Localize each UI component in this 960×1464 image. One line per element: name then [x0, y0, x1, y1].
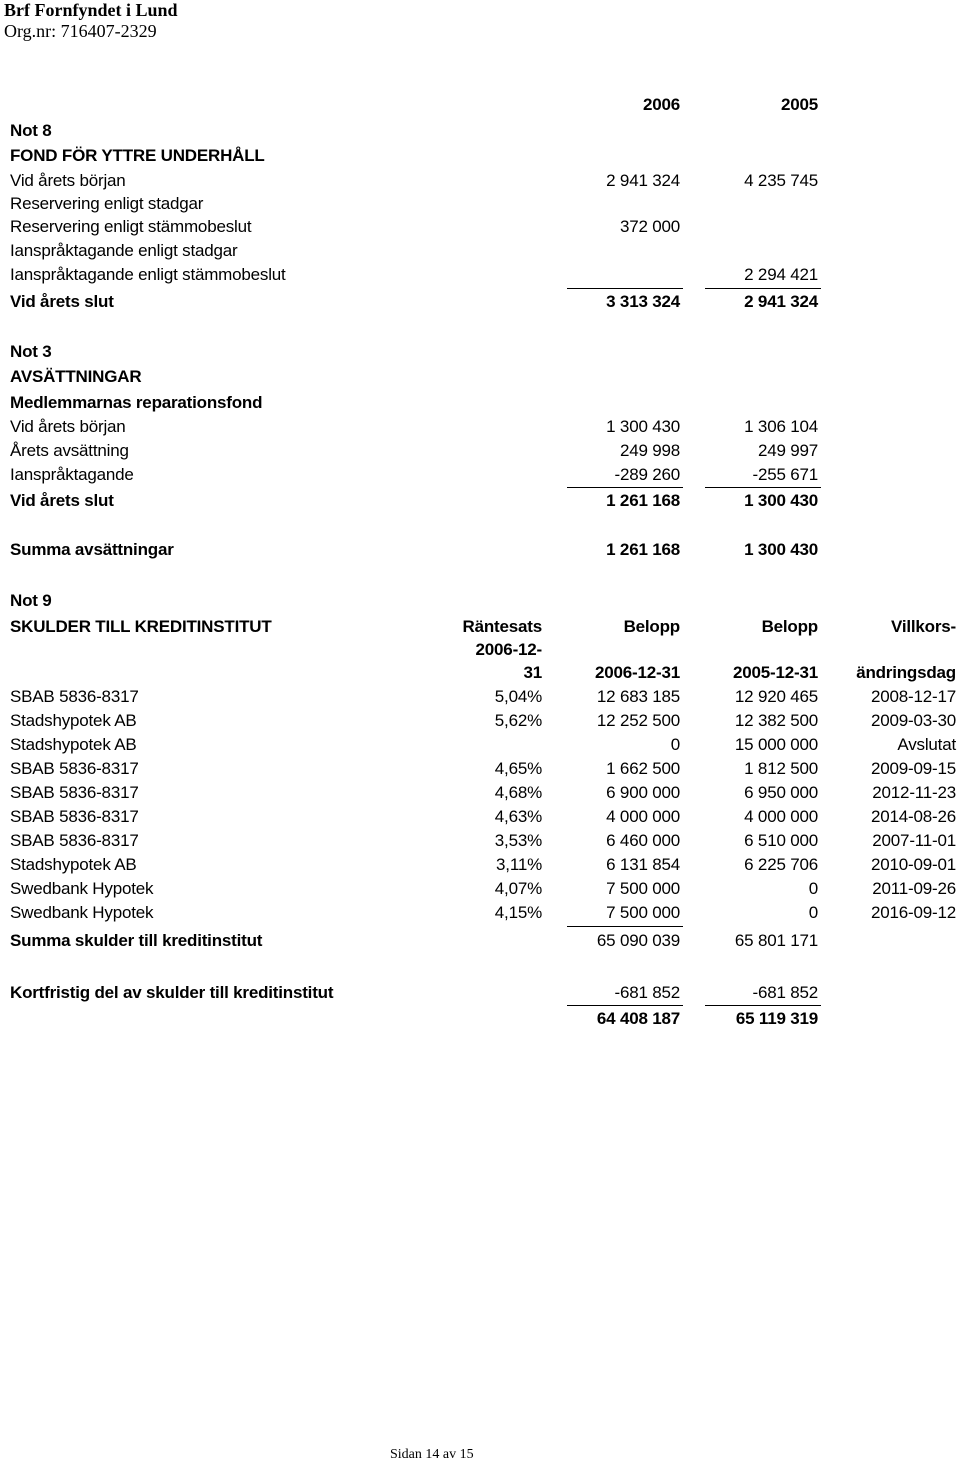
col-header-rate-date: 2006-12-	[475, 640, 542, 659]
sum-underline	[705, 1005, 821, 1006]
sum-underline	[705, 288, 821, 289]
loan-rate: 5,04%	[494, 687, 542, 706]
note8-total-2005: 2 941 324	[744, 292, 818, 311]
col-header-date-2006: 2006-12-31	[595, 663, 680, 682]
col-header-amount-2006: Belopp	[623, 617, 680, 636]
note3-sum-label: Summa avsättningar	[10, 540, 174, 559]
loan-lender: Stadshypotek AB	[10, 711, 137, 730]
note8-row-value-2005: 4 235 745	[744, 171, 818, 190]
col-header-terms: Villkors-	[891, 617, 956, 636]
note3-total-label: Vid årets slut	[10, 491, 114, 510]
loan-lender: Swedbank Hypotek	[10, 879, 154, 898]
note3-subtitle: Medlemmarnas reparationsfond	[10, 393, 263, 412]
year-header-2006: 2006	[642, 95, 680, 114]
loan-amount-2005: 6 510 000	[744, 831, 818, 850]
loan-amount-2006: 4 000 000	[606, 807, 680, 826]
year-header-2005: 2005	[780, 95, 818, 114]
loan-terms-date: 2007-11-01	[872, 831, 956, 850]
loan-amount-2005: 4 000 000	[744, 807, 818, 826]
loan-amount-2006: 6 460 000	[606, 831, 680, 850]
loan-lender: SBAB 5836-8317	[10, 831, 139, 850]
note3-row-label: Ianspråktagande	[10, 465, 134, 484]
loan-amount-2006: 12 252 500	[596, 711, 680, 730]
short-term-2005: -681 852	[752, 983, 818, 1002]
col-header-date-2005: 2005-12-31	[733, 663, 818, 682]
note8-row-label: Ianspråktagande enligt stadgar	[10, 241, 238, 260]
loan-amount-2005: 0	[808, 903, 818, 922]
loan-amount-2005: 6 950 000	[744, 783, 818, 802]
note3-sum-2005: 1 300 430	[744, 540, 818, 559]
col-header-amount-2005: Belopp	[761, 617, 818, 636]
note9-sum-2006: 65 090 039	[596, 931, 680, 950]
note8-total-2006: 3 313 324	[606, 292, 680, 311]
note3-row-value-2006: -289 260	[614, 465, 680, 484]
note3-row-value-2005: 1 306 104	[744, 417, 818, 436]
loan-rate: 3,11%	[496, 855, 542, 874]
short-term-label: Kortfristig del av skulder till kreditinstitut	[10, 983, 334, 1002]
loan-rate: 4,68%	[494, 783, 542, 802]
note9-sum-label: Summa skulder till kreditinstitut	[10, 931, 263, 950]
loan-amount-2006: 7 500 000	[606, 903, 680, 922]
note9-sum-2005: 65 801 171	[734, 931, 818, 950]
loan-rate: 5,62%	[494, 711, 542, 730]
loan-amount-2006: 7 500 000	[606, 879, 680, 898]
loan-terms-date: 2009-09-15	[871, 759, 956, 778]
note9-heading: Not 9	[10, 591, 52, 610]
note8-row-value-2006: 372 000	[619, 217, 680, 236]
loan-rate: 4,07%	[494, 879, 542, 898]
page-number: Sidan 14 av 15	[390, 1447, 474, 1462]
note3-sum-2006: 1 261 168	[606, 540, 680, 559]
note3-row-label: Vid årets början	[10, 417, 126, 436]
note3-title: AVSÄTTNINGAR	[10, 367, 142, 386]
loan-rate: 4,15%	[494, 903, 542, 922]
long-term-2005: 65 119 319	[735, 1009, 818, 1028]
note3-total-2006: 1 261 168	[606, 491, 680, 510]
organization-name: Brf Fornfyndet i Lund	[4, 0, 178, 20]
loan-terms-date: 2008-12-17	[871, 687, 956, 706]
note8-row-label: Reservering enligt stadgar	[10, 194, 204, 213]
loan-terms-date: 2011-09-26	[872, 879, 956, 898]
note8-heading: Not 8	[10, 121, 52, 140]
note8-row-value-2006: 2 941 324	[606, 171, 680, 190]
note3-row-value-2005: 249 997	[757, 441, 818, 460]
loan-terms-date: 2016-09-12	[871, 903, 956, 922]
loan-lender: Stadshypotek AB	[10, 735, 137, 754]
loan-terms-date: 2014-08-26	[871, 807, 956, 826]
sum-underline	[567, 926, 683, 927]
loan-amount-2006: 12 683 185	[596, 687, 680, 706]
loan-lender: SBAB 5836-8317	[10, 687, 139, 706]
sum-underline	[567, 487, 683, 488]
loan-amount-2005: 1 812 500	[744, 759, 818, 778]
note8-row-label: Ianspråktagande enligt stämmobeslut	[10, 265, 286, 284]
loan-amount-2005: 0	[808, 879, 818, 898]
note8-row-value-2005: 2 294 421	[744, 265, 818, 284]
loan-terms-date: 2009-03-30	[871, 711, 956, 730]
loan-amount-2006: 6 900 000	[606, 783, 680, 802]
note8-title: FOND FÖR YTTRE UNDERHÅLL	[10, 146, 265, 165]
col-header-rate-date-cont: 31	[523, 663, 542, 682]
loan-amount-2006: 6 131 854	[606, 855, 680, 874]
sum-underline	[705, 487, 821, 488]
loan-amount-2006: 0	[670, 735, 680, 754]
note3-row-value-2006: 249 998	[619, 441, 680, 460]
loan-amount-2006: 1 662 500	[606, 759, 680, 778]
note3-row-value-2006: 1 300 430	[606, 417, 680, 436]
organization-number: Org.nr: 716407-2329	[4, 21, 157, 41]
note3-row-label: Årets avsättning	[10, 441, 129, 460]
sum-underline	[567, 1005, 683, 1006]
long-term-2006: 64 408 187	[596, 1009, 680, 1028]
loan-lender: Stadshypotek AB	[10, 855, 137, 874]
note9-title: SKULDER TILL KREDITINSTITUT	[10, 617, 272, 636]
loan-lender: SBAB 5836-8317	[10, 807, 139, 826]
loan-terms-date: 2010-09-01	[871, 855, 956, 874]
loan-lender: Swedbank Hypotek	[10, 903, 154, 922]
short-term-2006: -681 852	[614, 983, 680, 1002]
loan-terms-date: 2012-11-23	[872, 783, 956, 802]
loan-rate: 4,65%	[494, 759, 542, 778]
sum-underline	[567, 288, 683, 289]
loan-amount-2005: 12 382 500	[734, 711, 818, 730]
loan-terms-date: Avslutat	[897, 735, 956, 754]
note3-total-2005: 1 300 430	[744, 491, 818, 510]
note8-row-label: Reservering enligt stämmobeslut	[10, 217, 252, 236]
loan-amount-2005: 6 225 706	[744, 855, 818, 874]
note3-row-value-2005: -255 671	[752, 465, 818, 484]
loan-amount-2005: 12 920 465	[734, 687, 818, 706]
loan-rate: 4,63%	[494, 807, 542, 826]
note8-total-label: Vid årets slut	[10, 292, 114, 311]
col-header-rate: Räntesats	[462, 617, 542, 636]
note8-row-label: Vid årets början	[10, 171, 126, 190]
loan-lender: SBAB 5836-8317	[10, 783, 139, 802]
loan-lender: SBAB 5836-8317	[10, 759, 139, 778]
col-header-terms-cont: ändringsdag	[856, 663, 956, 682]
note3-heading: Not 3	[10, 342, 52, 361]
loan-amount-2005: 15 000 000	[734, 735, 818, 754]
loan-rate: 3,53%	[494, 831, 542, 850]
